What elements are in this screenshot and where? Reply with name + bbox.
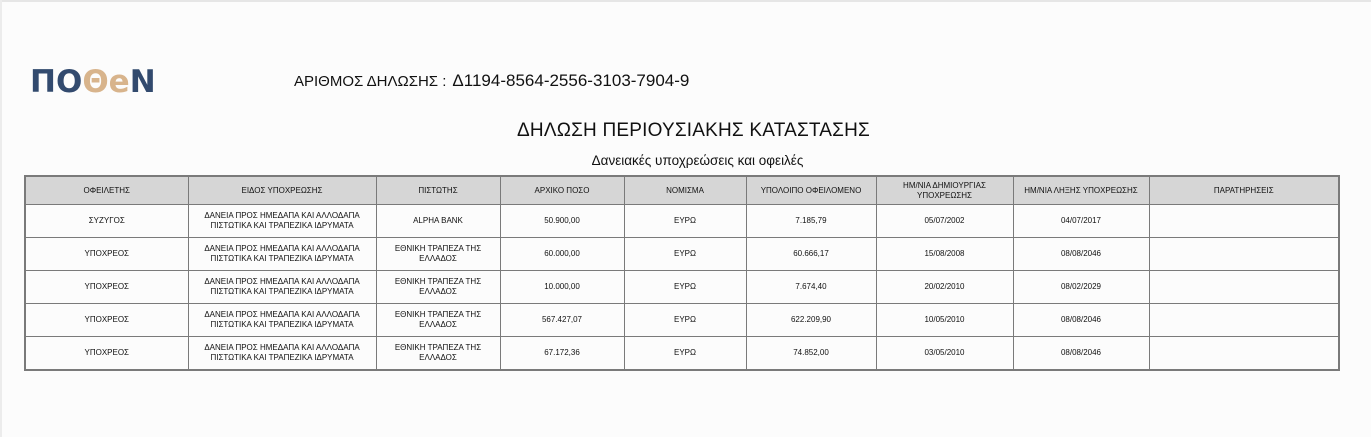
- col-currency-cell: ΕΥΡΩ: [624, 238, 746, 271]
- col-debtor-cell: ΥΠΟΧΡΕΟΣ: [25, 238, 188, 271]
- liabilities-table: [24, 175, 1340, 371]
- col-creditor-cell: ΕΘΝΙΚΗ ΤΡΑΠΕΖΑ ΤΗΣ ΕΛΛΑΔΟΣ: [376, 304, 500, 337]
- page-subtitle: Δανειακές υποχρεώσεις και οφειλές: [591, 153, 804, 168]
- col-currency-header: ΝΟΜΙΣΜΑ: [624, 176, 746, 205]
- col-remaining-balance-cell: 7.185,79: [746, 205, 876, 238]
- col-currency-cell: ΕΥΡΩ: [624, 271, 746, 304]
- col-maturity-date-cell: 08/08/2046: [1013, 238, 1149, 271]
- table-row: [25, 337, 1339, 371]
- col-creditor-cell: ΕΘΝΙΚΗ ΤΡΑΠΕΖΑ ΤΗΣ ΕΛΛΑΔΟΣ: [376, 337, 500, 371]
- col-maturity-date-cell: 08/08/2046: [1013, 304, 1149, 337]
- col-currency-cell: ΕΥΡΩ: [624, 205, 746, 238]
- col-remarks-cell: [1149, 238, 1339, 271]
- col-initial-amount-cell: 67.172,36: [500, 337, 624, 371]
- col-creation-date-cell: 10/05/2010: [876, 304, 1013, 337]
- col-remaining-balance-header: ΥΠΟΛΟΙΠΟ ΟΦΕΙΛΟΜΕΝΟ: [746, 176, 876, 205]
- declaration-value: Δ1194-8564-2556-3103-7904-9: [452, 71, 690, 90]
- col-maturity-date-header: ΗΜ/ΝΙΑ ΛΗΞΗΣ ΥΠΟΧΡΕΩΣΗΣ: [1013, 176, 1149, 205]
- col-initial-amount-cell: 60.000,00: [500, 238, 624, 271]
- col-maturity-date-cell: 08/08/2046: [1013, 337, 1149, 371]
- logo-part-3: Ν: [129, 64, 156, 100]
- col-liability-type-cell: ΔΑΝΕΙΑ ΠΡΟΣ ΗΜΕΔΑΠΑ ΚΑΙ ΑΛΛΟΔΑΠΑ ΠΙΣΤΩΤΙΚΑ ΚΑΙ ΤΡΑΠΕΖΙΚΑ ΙΔΡΥΜΑΤΑ: [188, 304, 376, 337]
- table-row: [25, 304, 1339, 337]
- left-border: [0, 0, 2, 437]
- col-initial-amount-cell: 567.427,07: [500, 304, 624, 337]
- col-debtor-cell: ΥΠΟΧΡΕΟΣ: [25, 271, 188, 304]
- col-creation-date-cell: 15/08/2008: [876, 238, 1013, 271]
- col-remaining-balance-cell: 74.852,00: [746, 337, 876, 371]
- col-remarks-cell: [1149, 337, 1339, 371]
- col-maturity-date-cell: 04/07/2017: [1013, 205, 1149, 238]
- col-liability-type-cell: ΔΑΝΕΙΑ ΠΡΟΣ ΗΜΕΔΑΠΑ ΚΑΙ ΑΛΛΟΔΑΠΑ ΠΙΣΤΩΤΙΚΑ ΚΑΙ ΤΡΑΠΕΖΙΚΑ ΙΔΡΥΜΑΤΑ: [188, 238, 376, 271]
- col-debtor-header: ΟΦΕΙΛΕΤΗΣ: [25, 176, 188, 205]
- col-creation-date-cell: 20/02/2010: [876, 271, 1013, 304]
- col-remaining-balance-cell: 60.666,17: [746, 238, 876, 271]
- col-liability-type-header: ΕΙΔΟΣ ΥΠΟΧΡΕΩΣΗΣ: [188, 176, 376, 205]
- col-creation-date-header: ΗΜ/ΝΙΑ ΔΗΜΙΟΥΡΓΙΑΣ ΥΠΟΧΡΕΩΣΗΣ: [876, 176, 1013, 205]
- col-creditor-cell: ΕΘΝΙΚΗ ΤΡΑΠΕΖΑ ΤΗΣ ΕΛΛΑΔΟΣ: [376, 271, 500, 304]
- col-remarks-cell: [1149, 304, 1339, 337]
- pothen-logo: [30, 62, 156, 102]
- col-remarks-cell: [1149, 271, 1339, 304]
- col-initial-amount-header: ΑΡΧΙΚΟ ΠΟΣΟ: [500, 176, 624, 205]
- col-creation-date-cell: 03/05/2010: [876, 337, 1013, 371]
- declaration-label: ΑΡΙΘΜΟΣ ΔΗΛΩΣΗΣ :: [294, 73, 447, 90]
- logo-part-1: ΠΟ: [30, 64, 83, 100]
- col-liability-type-cell: ΔΑΝΕΙΑ ΠΡΟΣ ΗΜΕΔΑΠΑ ΚΑΙ ΑΛΛΟΔΑΠΑ ΠΙΣΤΩΤΙΚΑ ΚΑΙ ΤΡΑΠΕΖΙΚΑ ΙΔΡΥΜΑΤΑ: [188, 337, 376, 371]
- declaration-number: [294, 71, 689, 91]
- col-liability-type-cell: ΔΑΝΕΙΑ ΠΡΟΣ ΗΜΕΔΑΠΑ ΚΑΙ ΑΛΛΟΔΑΠΑ ΠΙΣΤΩΤΙΚΑ ΚΑΙ ΤΡΑΠΕΖΙΚΑ ΙΔΡΥΜΑΤΑ: [188, 205, 376, 238]
- col-debtor-cell: ΥΠΟΧΡΕΟΣ: [25, 304, 188, 337]
- col-creditor-header: ΠΙΣΤΩΤΗΣ: [376, 176, 500, 205]
- col-currency-cell: ΕΥΡΩ: [624, 304, 746, 337]
- table-body: [25, 205, 1339, 371]
- col-creation-date-cell: 05/07/2002: [876, 205, 1013, 238]
- col-initial-amount-cell: 50.900,00: [500, 205, 624, 238]
- top-border: [0, 0, 1371, 2]
- table-row: [25, 205, 1339, 238]
- page-title: ΔΗΛΩΣΗ ΠΕΡΙΟΥΣΙΑΚΗΣ ΚΑΤΑΣΤΑΣΗΣ: [517, 120, 870, 141]
- col-currency-cell: ΕΥΡΩ: [624, 337, 746, 371]
- table-row: [25, 271, 1339, 304]
- col-remarks-header: ΠΑΡΑΤΗΡΗΣΕΙΣ: [1149, 176, 1339, 205]
- table-row: [25, 238, 1339, 271]
- col-remarks-cell: [1149, 205, 1339, 238]
- col-debtor-cell: ΣΥΖΥΓΟΣ: [25, 205, 188, 238]
- col-remaining-balance-cell: 7.674,40: [746, 271, 876, 304]
- col-remaining-balance-cell: 622.209,90: [746, 304, 876, 337]
- col-initial-amount-cell: 10.000,00: [500, 271, 624, 304]
- col-liability-type-cell: ΔΑΝΕΙΑ ΠΡΟΣ ΗΜΕΔΑΠΑ ΚΑΙ ΑΛΛΟΔΑΠΑ ΠΙΣΤΩΤΙΚΑ ΚΑΙ ΤΡΑΠΕΖΙΚΑ ΙΔΡΥΜΑΤΑ: [188, 271, 376, 304]
- col-debtor-cell: ΥΠΟΧΡΕΟΣ: [25, 337, 188, 371]
- col-creditor-cell: ΕΘΝΙΚΗ ΤΡΑΠΕΖΑ ΤΗΣ ΕΛΛΑΔΟΣ: [376, 238, 500, 271]
- col-creditor-cell: ALPHA BANK: [376, 205, 500, 238]
- table-header-row: [25, 176, 1339, 205]
- logo-part-2: Θe: [82, 64, 130, 100]
- col-maturity-date-cell: 08/02/2029: [1013, 271, 1149, 304]
